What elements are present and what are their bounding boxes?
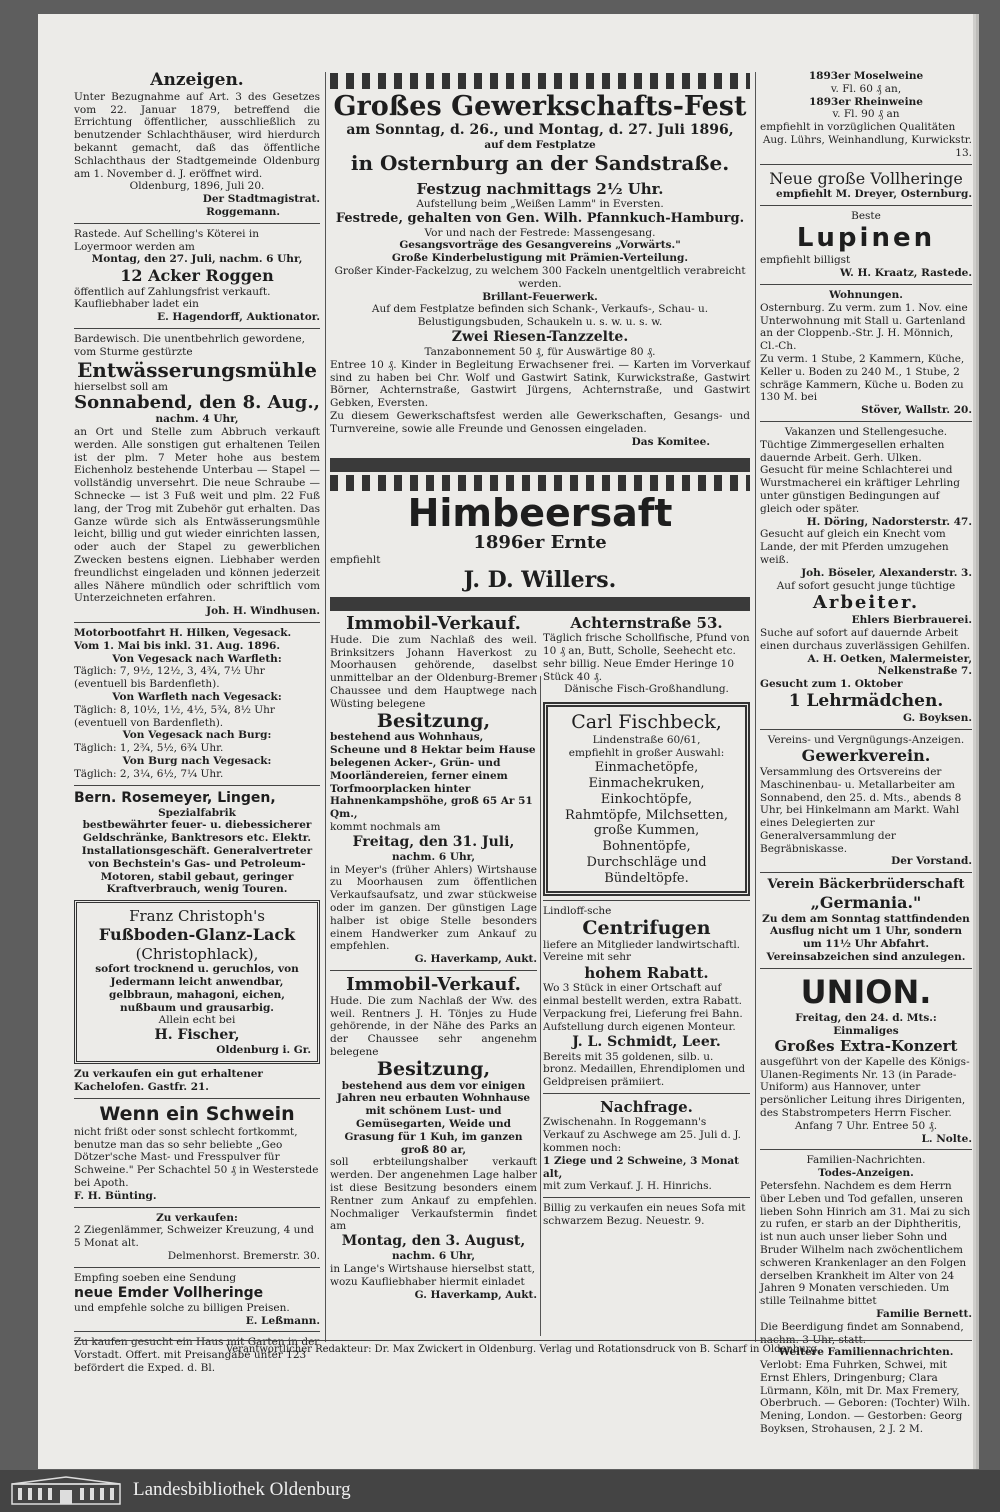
column-right	[760, 70, 972, 1436]
immo2-date: Montag, den 3. August,	[341, 1233, 526, 1250]
motor-route-3: Von Vegesack nach Burg:	[122, 729, 272, 742]
centri-title: Centrifugen	[582, 916, 711, 939]
tod-text2: Die Beerdigung findet am Sonnabend, nachm. 3 Uhr, statt.	[760, 1320, 964, 1346]
library-building-icon	[10, 1476, 122, 1506]
bardewisch-time: nachm. 4 Uhr,	[155, 413, 239, 426]
fest-date: am Sonntag, d. 26., und Montag, d. 27. Juli 1896,	[346, 121, 734, 138]
motor-title: Motorbootfahrt H. Hilken, Vegesack.	[74, 626, 292, 639]
union-sign: L. Nolte.	[921, 1132, 972, 1145]
wein-2-price: v. Fl. 90 ₰ an	[832, 108, 900, 121]
fest-place-small: auf dem Festplatze	[484, 138, 596, 151]
immo1-besitz: Besitzung,	[376, 709, 491, 732]
gew-text: Versammlung des Ortsvereins der Maschinenbau- u. Metallarbeiter am Sonnabend, den 25. d. Mts., abends 8 Uhr, bei Hinkelmann am Markt. Wahl eines Delegierten zur Generalversammlung der Begräbniskasse.	[760, 765, 962, 855]
franz-title-1: Franz Christoph's	[129, 907, 265, 926]
union-big: Großes Extra-Konzert	[774, 1037, 958, 1056]
motor-route-3-times: Täglich: 1, 2¾, 5½, 6¾ Uhr.	[74, 742, 224, 755]
sofa-ad: Billig zu verkaufen ein neues Sofa mit schwarzem Bezug. Neuestr. 9.	[543, 1202, 746, 1227]
festzug: Festzug nachmittags 2½ Uhr.	[416, 179, 664, 198]
ziegen-title: Zu verkaufen:	[156, 1211, 238, 1224]
carl-empf: empfiehlt in großer Auswahl:	[568, 747, 725, 760]
carl-item-2: Einkochtöpfe,	[600, 791, 693, 807]
immo1-title: Immobil-Verkauf.	[346, 612, 521, 634]
vollhering-sign: empfiehlt M. Dreyer, Osternburg.	[776, 188, 972, 201]
baeck-sign: Vereinsabzeichen sind anzulegen.	[766, 951, 966, 964]
carl-item-6: Durchschläge und	[586, 855, 707, 871]
baeck-name: „Germania."	[810, 893, 922, 913]
franz-title-2: Fußboden-Glanz-Lack	[98, 925, 296, 945]
lupinen-title: Lupinen	[796, 222, 936, 253]
nachfrage-items: 1 Ziege und 2 Schweine, 3 Monat alt,	[543, 1154, 740, 1180]
carl-item-0: Einmachetöpfe,	[594, 759, 699, 775]
schwein-text: nicht frißt oder sonst schlecht fortkommt, benutze man das so sehr beliebte „Geo Dötzer'sche Mast- und Fresspulver für Schweine." Per Schachtel 50 ₰ in Westerstede bei Apoth.	[74, 1125, 319, 1190]
wohn-text2: Zu verm. 1 Stube, 2 Kammern, Küche, Keller u. Boden zu 240 M., 1 Stube, 2 schräge Kammern, Küche u. Boden zu 130 M. bei	[760, 352, 965, 404]
lehr-sign: G. Boyksen.	[902, 711, 972, 724]
franz-christoph-ad	[74, 900, 320, 1064]
bardewisch-date: Sonnabend, den 8. Aug.,	[74, 392, 320, 414]
wein-1-price: v. Fl. 60 ₰ an,	[830, 82, 902, 95]
centri-firm: J. L. Schmidt, Leer.	[572, 1033, 721, 1050]
bardewisch-text: Bardewisch. Die unentbehrlich gewordene, vom Sturme gestürzte	[74, 333, 305, 358]
motor-route-1-times: Täglich: 7, 9½, 12½, 3, 4¾, 7½ Uhr (eventuell bis Bardenfleth).	[74, 665, 265, 691]
carl-item-1: Einmachekruken,	[588, 775, 705, 791]
tod-text: Petersfehn. Nachdem es dem Herrn über Leben und Tod gefallen, unseren lieben Sohn Hinrich am 31. Mai zu sich zu rufen, er starb an der Diphtheritis, ist nun auch unser lieber Sohn und Bruder Wilhelm nach zwöchentlichem schweren Krankenlager an den Folgen derselben Krankheit im Alter von 24 Jahren 9 Monaten verschieden. Um stille Teilnahme bittet	[760, 1179, 971, 1308]
rosemeyer-sub: Spezialfabrik	[158, 806, 236, 819]
immo2-besitz: Besitzung,	[376, 1057, 491, 1080]
wohn-title: Wohnungen.	[829, 289, 903, 301]
ornament-bar	[330, 458, 750, 472]
komitee: Das Komitee.	[631, 435, 710, 448]
immo2-text2: bestehend aus dem vor einigen Jahren neu erbauten Wohnhause mit schönem Lust- und Gemüsegarten, Weide und Grasung für 1 Kuh, im ganzen groß 80 ar,	[336, 1079, 531, 1156]
ornament-bar-2	[330, 597, 750, 611]
franz-only: Allein echt bei	[158, 1014, 236, 1027]
arbeiter-title: Arbeiter.	[812, 592, 920, 614]
aufstellung: Aufstellung beim „Weißen Lamm" in Eversten.	[416, 197, 664, 210]
vak-1: Tüchtige Zimmergesellen erhalten dauernde Arbeit. Gerh. Ulken.	[760, 438, 945, 464]
immo1-text3: kommt nochmals am	[330, 820, 441, 833]
centri-text2: Wo 3 Stück in einer Ortschaft auf einmal bestellt werden, extra Rabatt. Verpackung frei, Lieferung frei Bahn. Aufstellung durch eigenen Monteur.	[543, 982, 743, 1033]
kinderbelustigung: Große Kinderbelustigung mit Prämien-Verteilung.	[391, 252, 689, 265]
centri-rabatt: hohem Rabatt.	[584, 964, 709, 983]
anzeigen-date: Oldenburg, 1896, Juli 20.	[129, 180, 265, 193]
franz-city: Oldenburg i. Gr.	[216, 1044, 311, 1057]
hering-sign: E. Leßmann.	[245, 1314, 320, 1327]
fest-title: Großes Gewerkschafts-Fest	[333, 91, 747, 122]
lehr-intro: Gesucht zum 1. Oktober	[760, 678, 903, 691]
rosemeyer-text: bestbewährter feuer- u. diebessicherer Geldschränke, Banktresors etc. Elektr. Installationsgeschäft. Generalvertreter von Bechstein's Gas- und Petroleum-Motoren, stabil gebaut, geringer Kraftverbrauch, wenig Touren.	[81, 819, 313, 896]
carl-item-7: Bündeltöpfe.	[604, 870, 689, 886]
achtern-sign: Dänische Fisch-Großhandlung.	[564, 683, 729, 696]
fest-place: in Osternburg an der Sandstraße.	[350, 150, 730, 175]
verein-title: Vereins- und Vergnügungs-Anzeigen.	[767, 733, 965, 746]
tanzzelte: Zwei Riesen-Tanzzelte.	[451, 328, 629, 345]
library-name[interactable]: Landesbibliothek Oldenburg	[133, 1479, 351, 1500]
motor-route-4-times: Täglich: 2, 3¼, 6½, 7¼ Uhr.	[74, 767, 224, 780]
himbeer-sub: 1896er Ernte	[473, 532, 607, 554]
carl-item-5: Bohnentöpfe,	[602, 839, 691, 855]
column-left	[74, 70, 320, 1375]
himbeer-title: Himbeersaft	[407, 491, 673, 536]
bardewisch-text2: hierselbst soll am	[74, 380, 168, 393]
carl-addr: Lindenstraße 60/61,	[592, 734, 701, 747]
union-title: UNION.	[800, 972, 932, 1011]
ziegen-text: 2 Ziegenlämmer, Schweizer Kreuzung, 4 und 5 Monat alt.	[74, 1224, 314, 1250]
schwein-sign: F. H. Bünting.	[74, 1189, 157, 1202]
centri-side: Lindloff-sche	[543, 904, 612, 917]
kachel-ad: Zu verkaufen ein gut erhaltener Kachelofen. Gastfr. 21.	[74, 1068, 263, 1093]
baeck-title: Verein Bäckerbrüderschaft	[767, 877, 965, 893]
immo-column	[330, 614, 537, 1302]
imprint: Verantwortlicher Redakteur: Dr. Max Zwickert in Oldenburg. Verlag und Rotationsdruck von B. Scharf in Oldenburg.	[74, 1340, 972, 1355]
haus-ad: Zu kaufen gesucht ein Haus mit Garten in der Vorstadt. Offert. mit Preisangabe unter 123 befördert die Exped. d. Bl.	[74, 1336, 320, 1374]
franz-title-3: (Christophlack),	[135, 944, 259, 963]
carl-item-3: Rahmtöpfe, Milchsetten,	[565, 807, 728, 823]
ziegen-sign: Delmenhorst. Bremerstr. 30.	[167, 1250, 320, 1263]
shops-column	[543, 614, 750, 1302]
centri-text3: Bereits mit 35 goldenen, silb. u. bronz. Medaillen, Ehrendiplomen und Geldpreisen prämiiert.	[543, 1050, 746, 1089]
anzeigen-sign1: Der Stadtmagistrat.	[202, 193, 320, 206]
maler-text: Suche auf sofort auf dauernde Arbeit einen durchaus zuverlässigen Gehilfen.	[760, 627, 971, 652]
immo1-sign: G. Haverkamp, Aukt.	[414, 953, 537, 966]
motor-route-2-times: Täglich: 8, 10½, 1½, 4½, 5¾, 8½ Uhr (eventuell von Bardenfleth).	[74, 703, 275, 729]
union-date: Freitag, den 24. d. Mts.:	[795, 1011, 937, 1024]
gew-title: Gewerkverein.	[801, 746, 931, 766]
vak-3-sign: Joh. Böseler, Alexanderstr. 3.	[801, 566, 972, 579]
tod-title: Todes-Anzeigen.	[818, 1167, 914, 1180]
column-rule-2	[755, 72, 756, 1342]
arbeiter-sign: Ehlers Bierbrauerei.	[851, 614, 972, 627]
ornament-top	[330, 73, 750, 89]
hering-title: neue Emder Vollheringe	[74, 1284, 264, 1301]
gesangsvortraege: Gesangsvorträge des Gesangvereins „Vorwärts."	[399, 239, 681, 252]
wein-text: empfiehlt in vorzüglichen Qualitäten	[760, 121, 956, 134]
lupinen-sign: W. H. Kraatz, Rastede.	[840, 267, 972, 280]
ornament-zig	[330, 475, 750, 491]
nachfrage-title: Nachfrage.	[600, 1098, 693, 1117]
gew-sign: Der Vorstand.	[891, 855, 972, 868]
buden: Auf dem Festplatze befinden sich Schank-, Verkaufs-, Schau- u. Belustigungsbuden, Schaukeln u. s. w. u. s. w.	[371, 303, 709, 329]
immo2-text4: in Lange's Wirtshause hierselbst statt, wozu Kaufliebhaber hiermit einladet	[330, 1263, 535, 1288]
motor-route-1: Von Vegesack nach Warfleth:	[112, 652, 282, 665]
eintritt: Entree 10 ₰. Kinder in Begleitung Erwachsener frei. — Karten im Vorverkauf sind zu haben bei Chr. Wolf und Gastwirt Satink, Kurwickstraße, Gastwirt Börner, Achternstraße, Gastwirt Jürgens, Achternstraße, und Gastwirt Gebken, Eversten.	[330, 358, 750, 410]
immo1-text2: bestehend aus Wohnhaus, Scheune und 8 Hektar beim Hause belegenen Acker-, Grün- und Moorländereien, ferner einem Torfmoorplacken hinter Hahnenkampshöhe, groß 65 Ar 51 Qm.,	[330, 731, 536, 821]
column-middle	[330, 70, 750, 1302]
vak-2: Gesucht für meine Schlachterei und Wurstmacherei ein kräftiger Lehrling unter günstigen Bedingungen auf gleich oder später.	[760, 464, 960, 515]
massengesang: Vor und nach der Festrede: Massengesang.	[424, 226, 656, 239]
anzeigen-text: Unter Bezugnahme auf Art. 3 des Gesetzes vom 22. Januar 1879, betreffend die Errichtung öffentlicher, ausschließlich zu benutzender Schlachthäuser, wird hierdurch bekannt gemacht, daß das öffentliche Schlachthaus der Stadtgemeinde Oldenburg am 1. November d. J. eröffnet wird.	[74, 90, 320, 180]
vak-title: Vakanzen und Stellengesuche.	[784, 425, 948, 438]
immo1-text: Hude. Die zum Nachlaß des weil. Brinksitzers Johann Haverkost zu Moorhausen gehörende, daselbst unmittelbar an der Oldenburg-Bremer Chaussee und dem Hauptwege nach Wüsting belegene	[330, 633, 537, 710]
motor-route-2: Von Warfleth nach Vegesack:	[112, 690, 282, 703]
immo1-date: Freitag, den 31. Juli,	[352, 833, 515, 850]
immo1-time: nachm. 6 Uhr,	[391, 850, 476, 863]
einladung: Zu diesem Gewerkschaftsfest werden alle Gewerkschaften, Gesangs- und Turnvereine, sowie alle Freunde und Genossen eingeladen.	[330, 409, 750, 435]
bardewisch-item: Entwässerungsmühle	[77, 357, 317, 382]
nachfrage-sign: mit zum Verkauf. J. H. Hinrichs.	[543, 1180, 712, 1193]
tanzabonnement: Tanzabonnement 50 ₰, für Auswärtige 80 ₰.	[424, 345, 656, 358]
wohn-sign: Stöver, Wallstr. 20.	[861, 404, 972, 417]
anzeigen-title: Anzeigen.	[150, 70, 244, 90]
vak-3: Gesucht auf gleich ein Knecht vom Lande, der mit Pferden umzugehen weiß.	[760, 528, 949, 566]
anzeigen-sign2: Roggemann.	[206, 205, 280, 218]
rastede-sign: E. Hagendorff, Auktionator.	[157, 311, 320, 324]
motor-period: Vom 1. Mai bis inkl. 31. Aug. 1896.	[74, 639, 280, 652]
franz-text: sofort trocknend u. geruchlos, von Jedermann leicht anwendbar, gelbbraun, mahagoni, eichen, nußbaum und grausarbig.	[95, 963, 299, 1014]
lupinen-sub: Beste	[851, 209, 881, 222]
lower-middle	[330, 614, 750, 1302]
weitere-title: Weitere Familiennachrichten.	[778, 1346, 954, 1359]
rosemeyer-title: Bern. Rosemeyer, Lingen,	[74, 789, 276, 806]
rastede-text2: öffentlich auf Zahlungsfrist verkauft. Kaufliebhaber ladet ein	[74, 285, 271, 311]
tod-sign: Familie Bernett.	[876, 1307, 972, 1320]
immo2-text3: soll erbteilungshalber verkauft werden. Der angenehmen Lage halber ist diese Besitzung besonders einem Rentner zum Ankauf zu empfehlen. Nochmaliger Verkaufstermin findet am	[330, 1156, 537, 1233]
immo2-title: Immobil-Verkauf.	[346, 974, 521, 996]
franz-dealer: H. Fischer,	[154, 1027, 240, 1044]
wohn-text: Osternburg. Zu verm. zum 1. Nov. eine Unterwohnung mit Stall u. Gartenland an der Cloppenb.-Str. J. H. Mönnich, Cl.-Ch.	[760, 301, 968, 353]
wein-2: 1893er Rheinweine	[809, 95, 923, 108]
achtern-text: Täglich frische Schollfische, Pfund von 10 ₰ an, Butt, Scholle, Seehecht etc. sehr billig. Neue Emder Heringe 10 Stück 40 ₰.	[543, 632, 750, 683]
rastede-text: Rastede. Auf Schelling's Köterei in Loyermoor werden am	[74, 227, 259, 253]
motor-route-4: Von Burg nach Vegesack:	[122, 754, 272, 767]
bardewisch-sign: Joh. H. Windhusen.	[206, 605, 320, 618]
library-bar	[0, 1470, 1000, 1512]
arbeiter-intro: Auf sofort gesucht junge tüchtige	[776, 579, 956, 592]
immo2-sign: G. Haverkamp, Aukt.	[414, 1288, 537, 1301]
maler-sign: A. H. Oetken, Malermeister, Nelkenstraße 7.	[807, 652, 972, 678]
carl-fischbeck-ad	[543, 702, 750, 896]
achtern-title: Achternstraße 53.	[570, 613, 723, 632]
lehr-title: 1 Lehrmädchen.	[788, 691, 944, 712]
hering-intro: Empfing soeben eine Sendung	[74, 1271, 237, 1284]
union-sub: Einmaliges	[833, 1024, 899, 1037]
baeck-text: Zu dem am Sonntag stattfindenden Ausflug nicht um 1 Uhr, sondern um 11½ Uhr Abfahrt.	[762, 912, 970, 951]
vollhering-title: Neue große Vollheringe	[769, 168, 963, 188]
centri-text: liefere an Mitglieder landwirtschaftl. Vereine mit sehr	[543, 938, 741, 964]
column-rule-1	[325, 72, 326, 1342]
vak-2-sign: H. Döring, Nadorsterstr. 47.	[806, 515, 972, 528]
immo1-text4: in Meyer's (früher Ahlers) Wirtshause zu Moorhausen zum öffentlichen Verkaufsaufsatz, und zwar stückweise oder im ganzen. Der günstigen Lage halber ist obige Stelle besonders einem Handwerker zum Ankauf zu empfehlen.	[330, 863, 537, 953]
hering-text: und empfehle solche zu billigen Preisen.	[74, 1301, 290, 1314]
carl-item-4: große Kummen,	[593, 823, 700, 839]
wein-1: 1893er Moselweine	[808, 70, 924, 82]
himbeer-empf: empfiehlt	[330, 554, 381, 567]
fam-title: Familien-Nachrichten.	[806, 1154, 926, 1167]
rastede-item: 12 Acker Roggen	[120, 266, 274, 286]
weitere-text: Verlobt: Ema Fuhrken, Schwei, mit Ernst Ehlers, Dringenburg; Clara Lürmann, Köln, mit Dr. Max Fremery, Oberbruch. — Geboren: (Tochter) Wilh. Mening, London. — Gestorben: Georg Boyksen, Strohausen, 2 J. 2 M.	[760, 1359, 971, 1436]
nachfrage-text: Zwischenahn. In Roggemann's Verkauf zu Aschwege am 25. Juli d. J. kommen noch:	[543, 1116, 741, 1154]
fackelzug: Großer Kinder-Fackelzug, zu welchem 300 Fackeln unentgeltlich verabreicht werden.	[334, 264, 746, 290]
schwein-title: Wenn ein Schwein	[99, 1102, 295, 1125]
bardewisch-text3: an Ort und Stelle zum Abbruch verkauft werden. Alle sonstigen gut erhaltenen Teilen ist der plm. 7 Meter hohe aus bestem Eichenholz bestehende Unterbau — Stapel — vollständig unversehrt. Die neue Schraube — Schnecke — ist 3 Fuß weit und plm. 22 Fuß lang, der Trog mit Zubehör gut erhalten. Das Ganze würde sich als Entwässerungsmühle leicht, billig und gut wieder einrichten lassen, oder auch der Stapel zu gewerblichen Zwecken bestens eignen. Liebhaber werden freundlichst eingeladen und können jederzeit alles Nähere mündlich oder schriftlich vom Unterzeichneten erfahren.	[74, 425, 320, 605]
himbeer-firm: J. D. Willers.	[463, 567, 617, 594]
union-text: ausgeführt von der Kapelle des Königs-Ulanen-Regiments Nr. 13 (in Parade-Uniform) aus Hannover, unter persönlicher Leitung ihres Dirigenten, des Stabstrompeters Herrn Fischer.	[760, 1055, 970, 1119]
rastede-date: Montag, den 27. Juli, nachm. 6 Uhr,	[91, 253, 303, 266]
immo2-time: nachm. 6 Uhr,	[391, 1250, 476, 1263]
lupinen-text: empfiehlt billigst	[760, 254, 851, 267]
feuerwerk: Brillant-Feuerwerk.	[482, 290, 598, 303]
wein-sign: Aug. Lührs, Weinhandlung, Kurwickstr. 13.	[762, 133, 972, 159]
union-entry: Anfang 7 Uhr. Entree 50 ₰.	[794, 1119, 938, 1132]
carl-title: Carl Fischbeck,	[571, 711, 722, 734]
festrede: Festrede, gehalten von Gen. Wilh. Pfannkuch-Hamburg.	[335, 210, 745, 226]
immo2-text: Hude. Die zum Nachlaß der Ww. des weil. Rentners J. H. Tönjes zu Hude gehörende, in der Nähe des Parks an der Chaussee sehr angenehm belegene	[330, 994, 537, 1058]
